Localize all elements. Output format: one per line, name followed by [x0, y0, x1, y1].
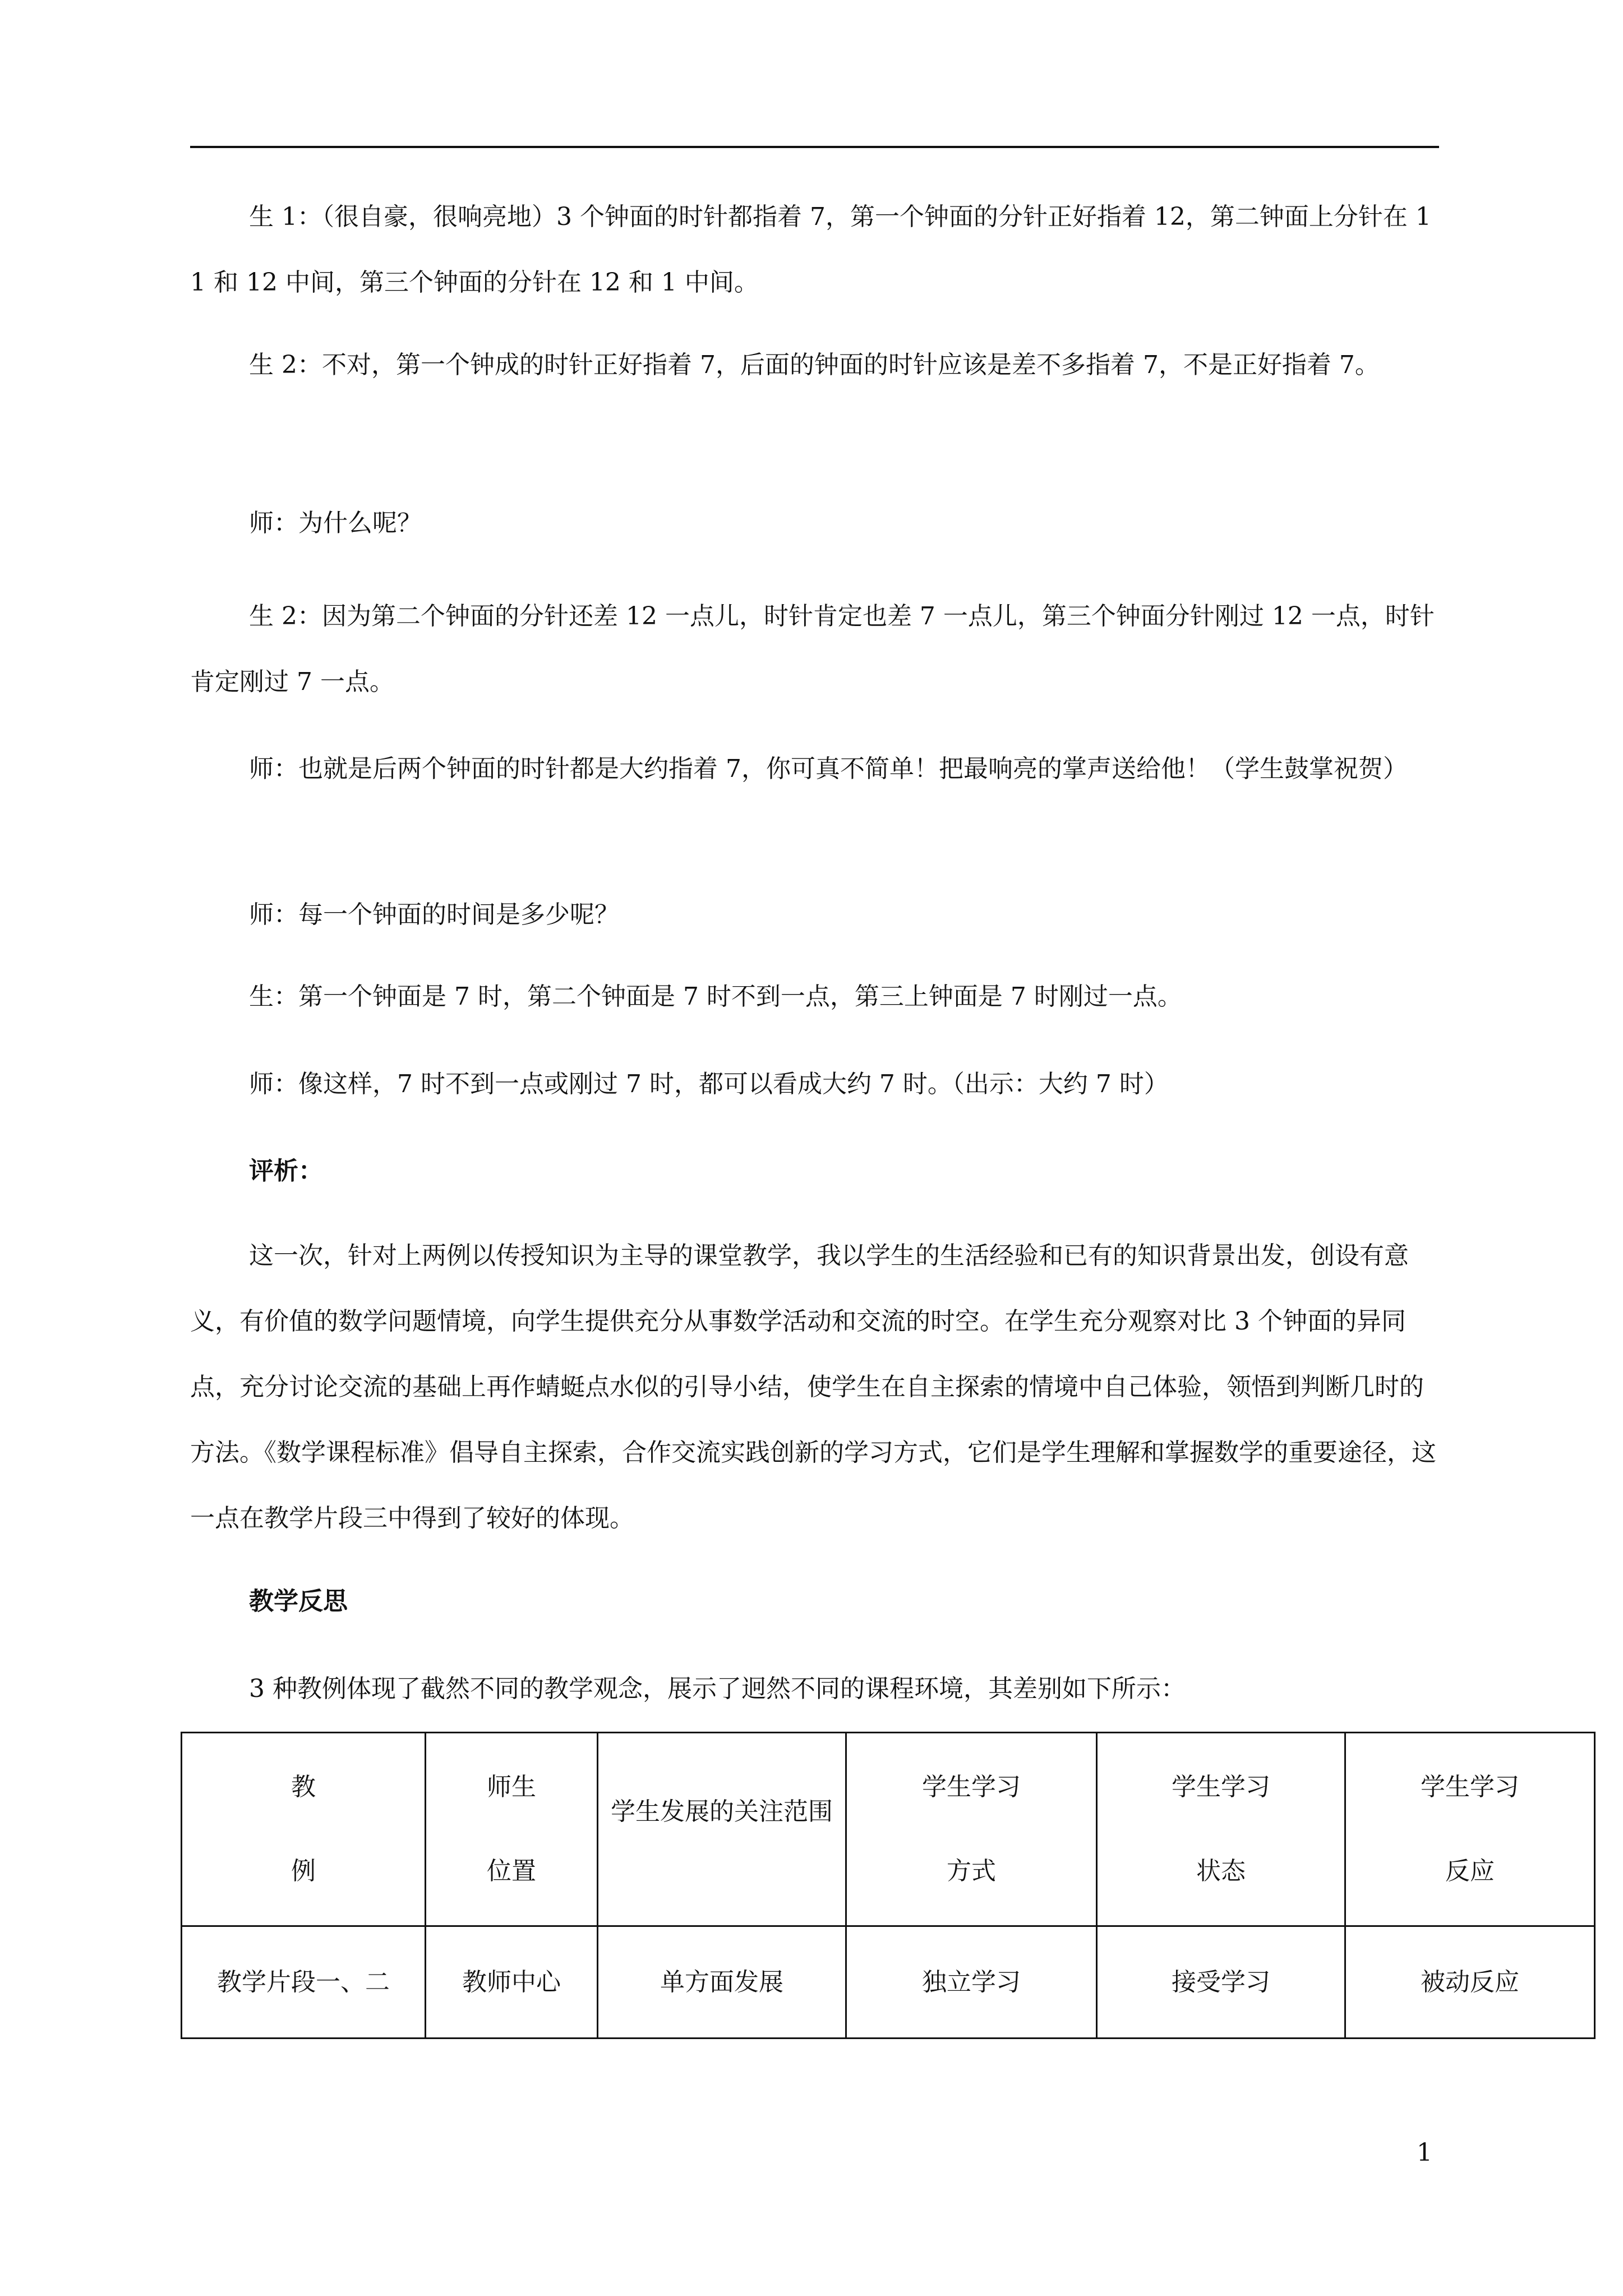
analysis-heading: 评析：	[249, 1157, 323, 1185]
table-cell: 被动反应	[1345, 1926, 1595, 2039]
analysis-text: 这一次，针对上两例以传授知识为主导的课堂教学，我以学生的生活经验和已有的知识背景出发，创设有意义，有价值的数学问题情境，向学生提供充分从事数学活动和交流的时空。在学生充分观察对比 3 个钟面的异同点，充分讨论交流的基础上再作蜻蜓点水似的引导小结，使学生在自主探索的情境中自己体验，领悟到判断几时的方法。《数学课程标准》倡导自主探索，合作交流实践创新的学习方式，它们是学生理解和掌握数学的重要途径，这一点在教学片段三中得到了较好的体现。	[190, 1241, 1436, 1533]
reflection-heading: 教学反思	[249, 1587, 348, 1616]
header-line: 反应	[1445, 1857, 1495, 1885]
paragraph-6: 师：每一个钟面的时间是多少呢？	[249, 900, 619, 929]
table-cell: 独立学习	[846, 1926, 1097, 2039]
header-line: 例	[291, 1857, 316, 1885]
header-line: 状态	[1196, 1857, 1246, 1885]
paragraph-7: 生：第一个钟面是 7 时，第二个钟面是 7 时不到一点，第三上钟面是 7 时刚过一点。	[249, 982, 1182, 1011]
comparison-table	[181, 1732, 1596, 2039]
paragraph-3: 师：为什么呢？	[249, 509, 422, 537]
header-rule	[190, 146, 1439, 148]
paragraph-5: 师：也就是后两个钟面的时针都是大约指着 7，你可真不简单！把最响亮的掌声送给他！（学生鼓掌祝贺）	[249, 754, 1408, 783]
header-line: 师生	[487, 1773, 536, 1801]
header-cell-state	[1097, 1733, 1345, 1926]
header-line: 教	[291, 1773, 316, 1801]
table-header-row	[182, 1733, 1595, 1926]
header-line: 位置	[487, 1857, 536, 1885]
table-row	[182, 1926, 1595, 2039]
table-cell: 单方面发展	[598, 1926, 846, 2039]
header-cell-position	[426, 1733, 598, 1926]
header-line: 学生学习	[922, 1773, 1021, 1801]
header-line: 学生发展的关注范围	[611, 1797, 833, 1826]
header-line: 学生学习	[1421, 1773, 1519, 1801]
table-cell: 教学片段一、二	[182, 1926, 426, 2039]
header-cell-focus	[598, 1733, 846, 1926]
header-cell-case	[182, 1733, 426, 1926]
reflection-intro: 3 种教例体现了截然不同的教学观念，展示了迥然不同的课程环境，其差别如下所示：	[249, 1674, 1186, 1703]
paragraph-8: 师：像这样，7 时不到一点或刚过 7 时，都可以看成大约 7 时。（出示：大约 7 时）	[249, 1070, 1169, 1098]
table-cell: 教师中心	[426, 1926, 598, 2039]
paragraph-2: 生 2：不对，第一个钟成的时针正好指着 7，后面的钟面的时针应该是差不多指着 7，不是正好指着 7。	[249, 351, 1380, 379]
header-line: 方式	[947, 1857, 996, 1885]
paragraph-4: 生 2：因为第二个钟面的分针还差 12 一点儿，时针肯定也差 7 一点儿，第三个钟面分针刚过 12 一点，时针肯定刚过 7 一点。	[190, 602, 1435, 696]
header-cell-method	[846, 1733, 1097, 1926]
table-cell: 接受学习	[1097, 1926, 1345, 2039]
header-line: 学生学习	[1172, 1773, 1270, 1801]
page-number: 1	[1417, 2138, 1432, 2167]
paragraph-1: 生 1：（很自豪，很响亮地）3 个钟面的时针都指着 7，第一个钟面的分针正好指着 12，第二钟面上分针在 11 和 12 中间，第三个钟面的分针在 12 和 1 中间。	[190, 203, 1431, 297]
header-cell-reaction	[1345, 1733, 1595, 1926]
